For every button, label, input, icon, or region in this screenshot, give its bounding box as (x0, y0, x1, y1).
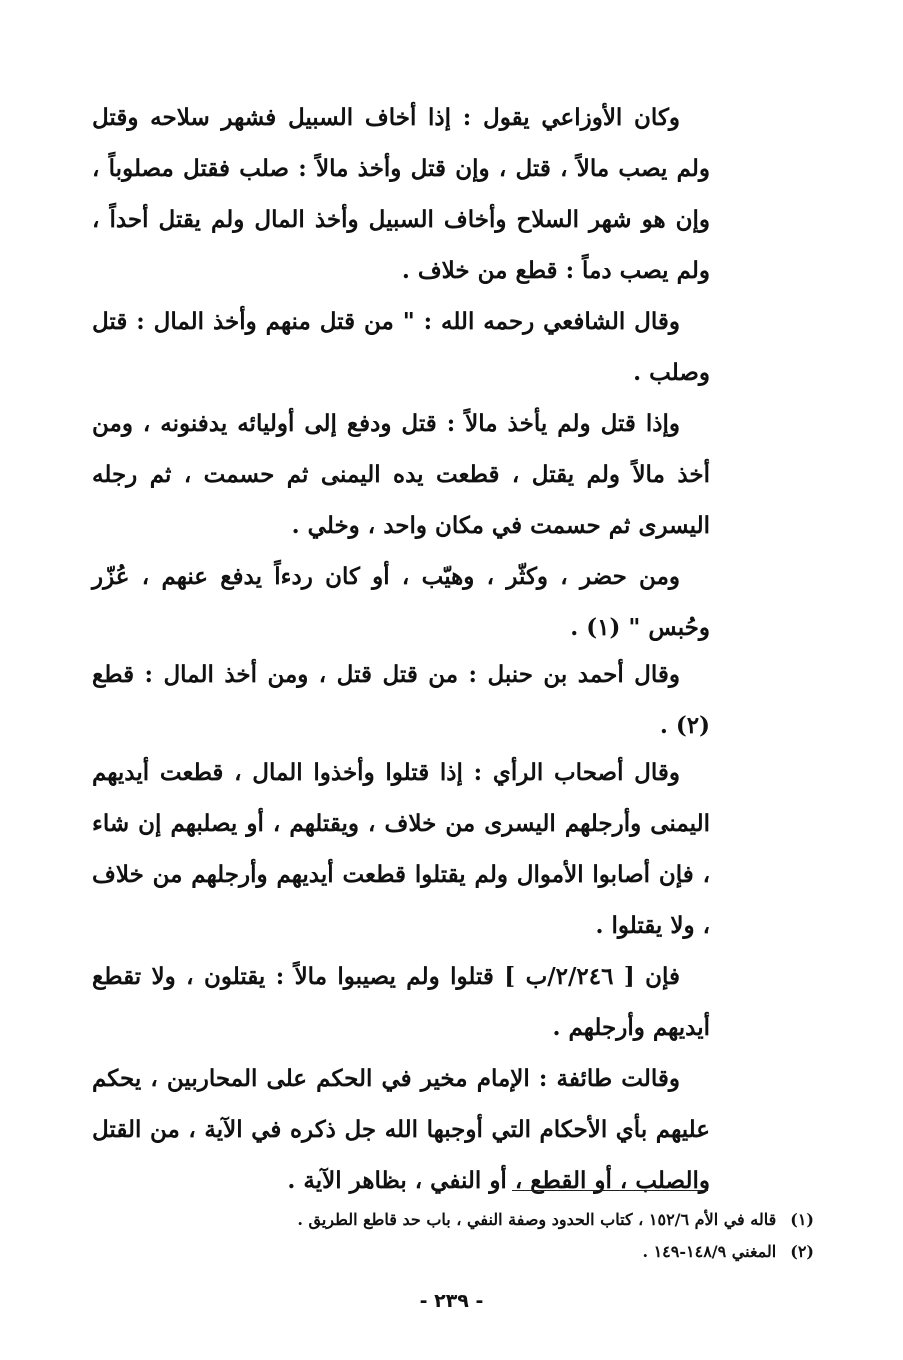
footnote-separator (512, 1190, 708, 1191)
footnote-text: قاله في الأم ١٥٢/٦ ، كتاب الحدود وصفة النفي ، باب حد قاطع الطريق . (297, 1210, 777, 1229)
page-number: - ٢٣٩ - (419, 1290, 484, 1312)
paragraph-shafii: وقال الشافعي رحمه الله : " من قتل منهم وأخذ المال : قتل وصلب . (92, 308, 710, 386)
footnote-1 (92, 1204, 814, 1236)
paragraph-no-wealth: وإذا قتل ولم يأخذ مالاً : قتل ودفع إلى أوليائه يدفنونه ، ومن أخذ مالاً ولم يقتل ، قطعت يده اليمنى ثم حسمت ، ثم رجله اليسرى ثم حسمت في مكان واحد ، وخلي . (92, 410, 710, 539)
footnote-number: (٢) (790, 1242, 814, 1261)
footnote-2 (92, 1236, 814, 1268)
footnotes (92, 1204, 814, 1268)
main-text (92, 92, 710, 1206)
footnote-text: المغني ١٤٨/٩-١٤٩ . (642, 1242, 777, 1261)
paragraph-awzai: وكان الأوزاعي يقول : إذا أخاف السبيل فشهر سلاحه وقتل ولم يصب مالاً ، قتل ، وإن قتل وأخذ مالاً : صلب فقتل مصلوباً ، وإن هو شهر السلاح وأخاف السبيل وأخذ المال ولم يقتل أحداً ، ولم يصب دماً : قطع من خلاف . (92, 104, 710, 284)
paragraph-imam-choice: وقالت طائفة : الإمام مخير في الحكم على المحاربين ، يحكم عليهم بأي الأحكام التي أوجبها الله جل ذكره في الآية ، من القتل والصلب ، أو القطع ، أو النفي ، بظاهر الآية . (92, 1065, 710, 1194)
paragraph-ashab-al-ray: وقال أصحاب الرأي : إذا قتلوا وأخذوا المال ، قطعت أيديهم اليمنى وأرجلهم اليسرى من خلاف ، ويقتلهم ، أو يصلبهم إن شاء ، فإن أصابوا الأموال ولم يقتلوا قطعت أيديهم وأرجلهم من خلاف ، ولا يقتلوا . (92, 759, 710, 939)
footnote-number: (١) (790, 1210, 814, 1229)
paragraph-ahmad: وقال أحمد بن حنبل : من قتل قتل ، ومن أخذ المال : قطع (٢) . (92, 661, 710, 739)
paragraph-accomplices: ومن حضر ، وكثّر ، وهيّب ، أو كان ردءاً يدفع عنهم ، عُزّر وحُبس " (١) . (92, 563, 710, 641)
paragraph-no-money: فإن [ ٢/٢٤٦/ب ] قتلوا ولم يصيبوا مالاً : يقتلون ، ولا تقطع أيديهم وأرجلهم . (92, 963, 710, 1041)
